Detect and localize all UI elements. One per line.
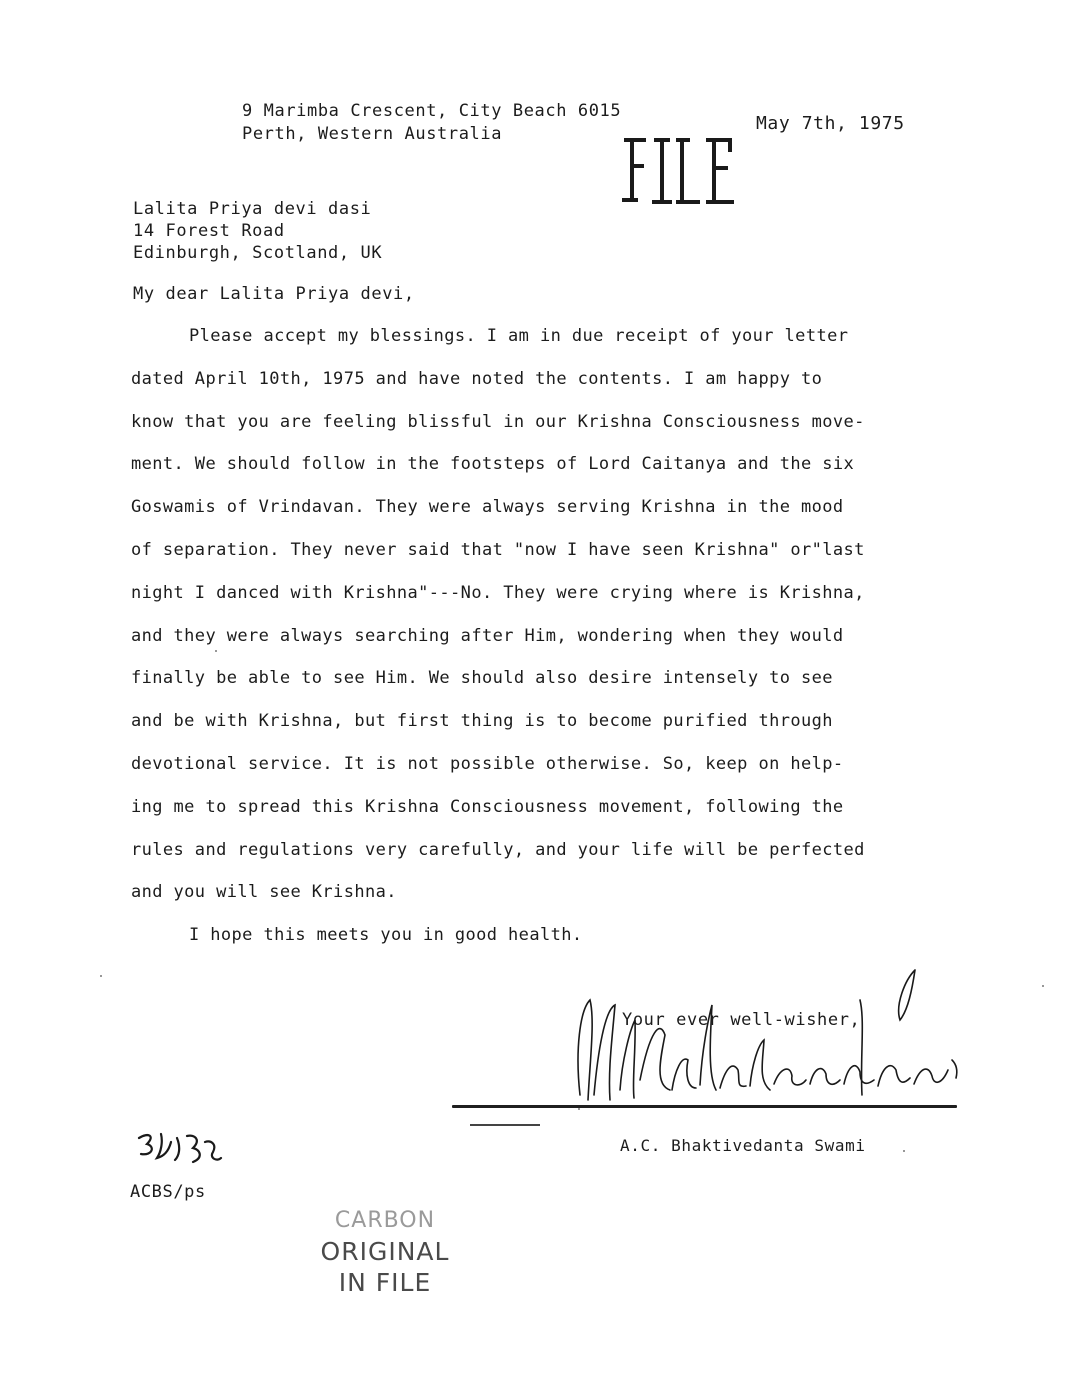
scan-speck — [578, 1108, 580, 1110]
body-line: I hope this meets you in good health. — [189, 925, 583, 946]
sender-address-line: Perth, Western Australia — [242, 124, 503, 144]
original-in-file-stamp — [300, 1205, 470, 1298]
handwritten-initials — [135, 1128, 225, 1172]
recipient-address — [133, 198, 382, 264]
sender-address-line: 9 Marimba Crescent, City Beach 6015 — [242, 101, 622, 121]
body-line: rules and regulations very carefully, and your life will be perfected — [131, 839, 865, 860]
stamp-line: IN FILE — [338, 1268, 432, 1297]
recipient-line: Lalita Priya devi dasi — [133, 199, 372, 219]
letter-body — [131, 322, 961, 964]
body-line: Please accept my blessings. I am in due receipt of your letter — [189, 326, 849, 346]
stamp-line: CARBON — [334, 1208, 436, 1233]
body-line: and be with Krishna, but first thing is to become purified through — [131, 711, 833, 732]
handwritten-signature — [560, 960, 980, 1110]
body-line: Goswamis of Vrindavan. They were always serving Krishna in the mood — [131, 497, 844, 518]
body-line: and you will see Krishna. — [131, 882, 397, 903]
scan-speck — [100, 975, 102, 977]
signatory-name: A.C. Bhaktivedanta Swami — [620, 1136, 866, 1155]
salutation: My dear Lalita Priya devi, — [133, 284, 415, 304]
signature-rule-tail — [470, 1124, 540, 1126]
body-line: of separation. They never said that "now I have seen Krishna" or"last — [131, 539, 865, 560]
body-line: night I danced with Krishna"---No. They were crying where is Krishna, — [131, 582, 865, 603]
closing: Your ever well-wisher, — [622, 1010, 861, 1030]
body-line: devotional service. It is not possible otherwise. So, keep on help- — [131, 753, 844, 774]
body-line: finally be able to see Him. We should also desire intensely to see — [131, 668, 833, 689]
scan-speck — [215, 650, 217, 652]
recipient-line: Edinburgh, Scotland, UK — [133, 243, 383, 263]
scan-speck — [1042, 985, 1044, 987]
letter-date: May 7th, 1975 — [756, 113, 905, 134]
body-line: ing me to spread this Krishna Consciousness movement, following the — [131, 796, 844, 817]
body-line: dated April 10th, 1975 and have noted the contents. I am happy to — [131, 368, 823, 389]
signature-rule — [452, 1105, 957, 1108]
body-line: ment. We should follow in the footsteps of Lord Caitanya and the six — [131, 454, 855, 475]
file-stamp — [618, 132, 738, 212]
stamp-line: ORIGINAL — [320, 1237, 450, 1266]
scan-speck — [903, 1150, 905, 1152]
reference-initials: ACBS/ps — [130, 1182, 206, 1202]
body-line: and they were always searching after Him, wondering when they would — [131, 625, 844, 646]
sender-address — [242, 100, 621, 146]
recipient-line: 14 Forest Road — [133, 221, 285, 241]
body-line: know that you are feeling blissful in our Krishna Consciousness move- — [131, 411, 865, 432]
